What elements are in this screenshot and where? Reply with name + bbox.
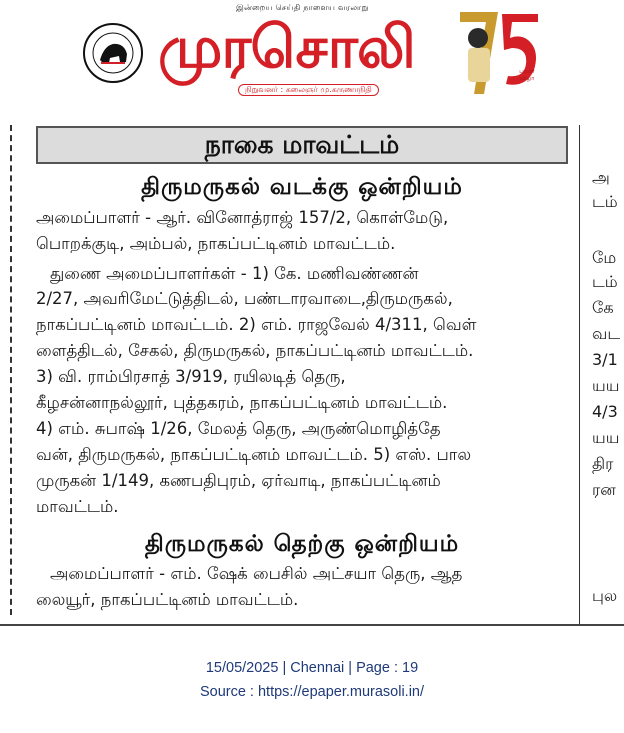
right-fragment: அ [592, 168, 610, 187]
article-line: 2/27, அவரிமேட்டுத்திடல், பண்டாரவாடை,திருமருகல், [36, 289, 453, 308]
anniversary-label: பவள விழா [519, 68, 535, 82]
article-line: முருகன் 1/149, கணபதிபுரம், ஏர்வாடி, நாகப்பட்டினம் [36, 471, 441, 490]
article-line: துணை அமைப்பாளர்கள் - 1) கே. மணிவண்ணன் [50, 264, 419, 283]
right-fragment: திர [592, 454, 614, 473]
paper-name-logo: முரசொலி [158, 13, 415, 81]
article-line: பொறக்குடி, அம்பல், நாகப்பட்டினம் மாவட்டம். [36, 234, 396, 253]
section-title-north: திருமருகல் வடக்கு ஒன்றியம் [141, 174, 463, 200]
right-fragment: வட [592, 324, 621, 343]
article-line: கீழசன்னாநல்லூர், புத்தகரம், நாகப்பட்டினம் மாவட்டம். [36, 393, 448, 412]
column-divider [579, 125, 580, 625]
article-line: அமைப்பாளர் - எம். ஷேக் பைசில் அட்சயா தெரு, ஆத [50, 564, 463, 583]
footer-date-line: 15/05/2025 | Chennai | Page : 19 [205, 660, 419, 676]
right-fragment: கே [592, 298, 614, 317]
article-line: அமைப்பாளர் - ஆர். வினோத்ராஜ் 157/2, கொள்மேடு, [36, 208, 449, 227]
section-title-south: திருமருகல் தெற்கு ஒன்றியம் [144, 531, 460, 557]
article-line: 3) வி. ராம்பிரசாத் 3/919, ரயிலடித் தெரு, [36, 367, 346, 386]
district-heading: நாகை மாவட்டம் [36, 126, 568, 164]
founder-tag: நிறுவனர் : கலைஞர் மு.கருணாநிதி [238, 84, 379, 96]
right-fragment: 4/3 [592, 402, 618, 421]
right-fragment: யய [592, 428, 620, 447]
anniversary-75-icon [454, 4, 544, 104]
right-fragment: டம் [592, 192, 618, 211]
right-fragment: டம் [592, 272, 618, 291]
article-line: நாகப்பட்டினம் மாவட்டம். 2) எம். ராஜவேல் 4/311, வெள் [36, 315, 477, 334]
article-line: 4) எம். சுபாஷ் 1/26, மேலத் தெரு, அருண்மொழித்தே [36, 419, 441, 438]
article-line: லையூர், நாகப்பட்டினம் மாவட்டம். [36, 590, 299, 609]
right-fragment: மே [592, 248, 617, 267]
article-line: ளைத்திடல், சேகல், திருமருகல், நாகப்பட்டினம் மாவட்டம். [36, 341, 474, 360]
right-fragment: புல [592, 586, 618, 605]
right-fragment: ரன [592, 480, 616, 499]
page-bottom-rule [0, 624, 624, 626]
left-cut-border [10, 125, 18, 615]
article-line: வன், திருமருகல், நாகப்பட்டினம் மாவட்டம். 5) எஸ். பால [36, 445, 472, 464]
masthead [0, 0, 624, 110]
right-fragment: 3/1 [592, 350, 618, 369]
article-line: மாவட்டம். [36, 497, 119, 516]
footer-source-line[interactable]: Source : https://epaper.murasoli.in/ [199, 684, 425, 700]
party-seal-icon [82, 22, 144, 84]
right-fragment: யய [592, 376, 620, 395]
masthead-tagline: இன்றைய செய்தி நாளைய வரலாறு [236, 3, 369, 12]
